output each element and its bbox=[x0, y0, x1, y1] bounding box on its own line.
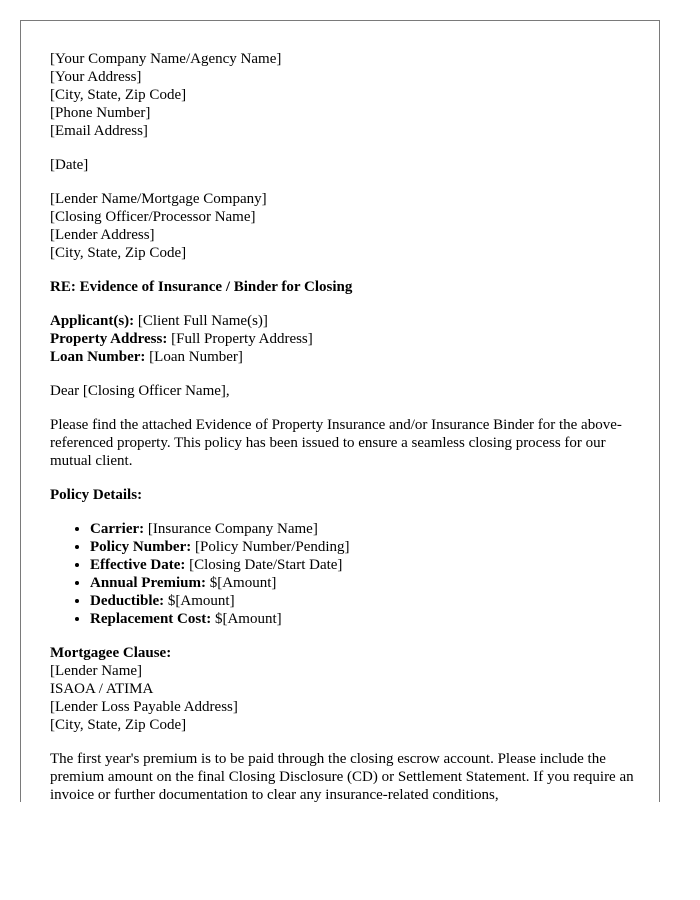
applicant-line bbox=[50, 312, 634, 330]
subject-line: RE: Evidence of Insurance / Binder for Closing bbox=[50, 279, 353, 295]
letter-date: [Date] bbox=[50, 157, 89, 173]
list-item bbox=[90, 520, 634, 538]
policy-item-value: [Policy Number/Pending] bbox=[191, 539, 350, 555]
loan-value: [Loan Number] bbox=[145, 349, 243, 365]
sender-email: [Email Address] bbox=[50, 123, 148, 139]
sender-block bbox=[50, 50, 634, 140]
mortgagee-city-state-zip: [City, State, Zip Code] bbox=[50, 717, 187, 733]
sender-phone: [Phone Number] bbox=[50, 105, 151, 121]
sender-address: [Your Address] bbox=[50, 69, 142, 85]
list-item bbox=[90, 610, 634, 628]
salutation: Dear [Closing Officer Name], bbox=[50, 383, 230, 399]
mortgagee-block bbox=[50, 644, 634, 734]
policy-details-title: Policy Details: bbox=[50, 487, 143, 503]
letter-content bbox=[50, 50, 634, 802]
list-item bbox=[90, 556, 634, 574]
letter-page bbox=[20, 20, 660, 802]
recipient-block bbox=[50, 190, 634, 262]
policy-item-label: Annual Premium: bbox=[90, 575, 206, 591]
date-block bbox=[50, 156, 634, 174]
mortgagee-address: [Lender Loss Payable Address] bbox=[50, 699, 238, 715]
policy-item-value: [Insurance Company Name] bbox=[144, 521, 318, 537]
applicant-label: Applicant(s): bbox=[50, 313, 135, 329]
mortgagee-isaoa: ISAOA / ATIMA bbox=[50, 681, 154, 697]
property-line bbox=[50, 330, 634, 348]
policy-item-label: Replacement Cost: bbox=[90, 611, 212, 627]
list-item bbox=[90, 538, 634, 556]
list-item bbox=[90, 592, 634, 610]
policy-item-value: $[Amount] bbox=[205, 575, 277, 591]
info-block bbox=[50, 312, 634, 366]
list-item bbox=[90, 574, 634, 592]
policy-details-list bbox=[50, 520, 634, 628]
recipient-lender: [Lender Name/Mortgage Company] bbox=[50, 191, 267, 207]
intro-paragraph: Please find the attached Evidence of Property Insurance and/or Insurance Binder for the above-referenced property. This policy has been issued to ensure a seamless closing process for our mutual client. bbox=[50, 417, 622, 469]
recipient-address: [Lender Address] bbox=[50, 227, 155, 243]
property-value: [Full Property Address] bbox=[167, 331, 313, 347]
policy-item-value: $[Amount] bbox=[164, 593, 235, 609]
policy-item-label: Carrier: bbox=[90, 521, 145, 537]
loan-line bbox=[50, 348, 634, 366]
recipient-city-state-zip: [City, State, Zip Code] bbox=[50, 245, 187, 261]
policy-item-value: [Closing Date/Start Date] bbox=[185, 557, 343, 573]
sender-company: [Your Company Name/Agency Name] bbox=[50, 51, 282, 67]
policy-item-value: $[Amount] bbox=[211, 611, 282, 627]
loan-label: Loan Number: bbox=[50, 349, 146, 365]
property-label: Property Address: bbox=[50, 331, 168, 347]
mortgagee-name: [Lender Name] bbox=[50, 663, 143, 679]
applicant-value: [Client Full Name(s)] bbox=[134, 313, 268, 329]
recipient-officer: [Closing Officer/Processor Name] bbox=[50, 209, 256, 225]
closing-paragraph: The first year's premium is to be paid through the closing escrow account. Please include the premium amount on the final Closing Disclosure (CD) or Settlement Statement. If you require an invoice or further documentation to clear any insurance-related conditions, bbox=[50, 751, 634, 802]
mortgagee-title: Mortgagee Clause: bbox=[50, 645, 172, 661]
policy-item-label: Deductible: bbox=[90, 593, 165, 609]
policy-item-label: Effective Date: bbox=[90, 557, 186, 573]
sender-city-state-zip: [City, State, Zip Code] bbox=[50, 87, 187, 103]
policy-item-label: Policy Number: bbox=[90, 539, 192, 555]
